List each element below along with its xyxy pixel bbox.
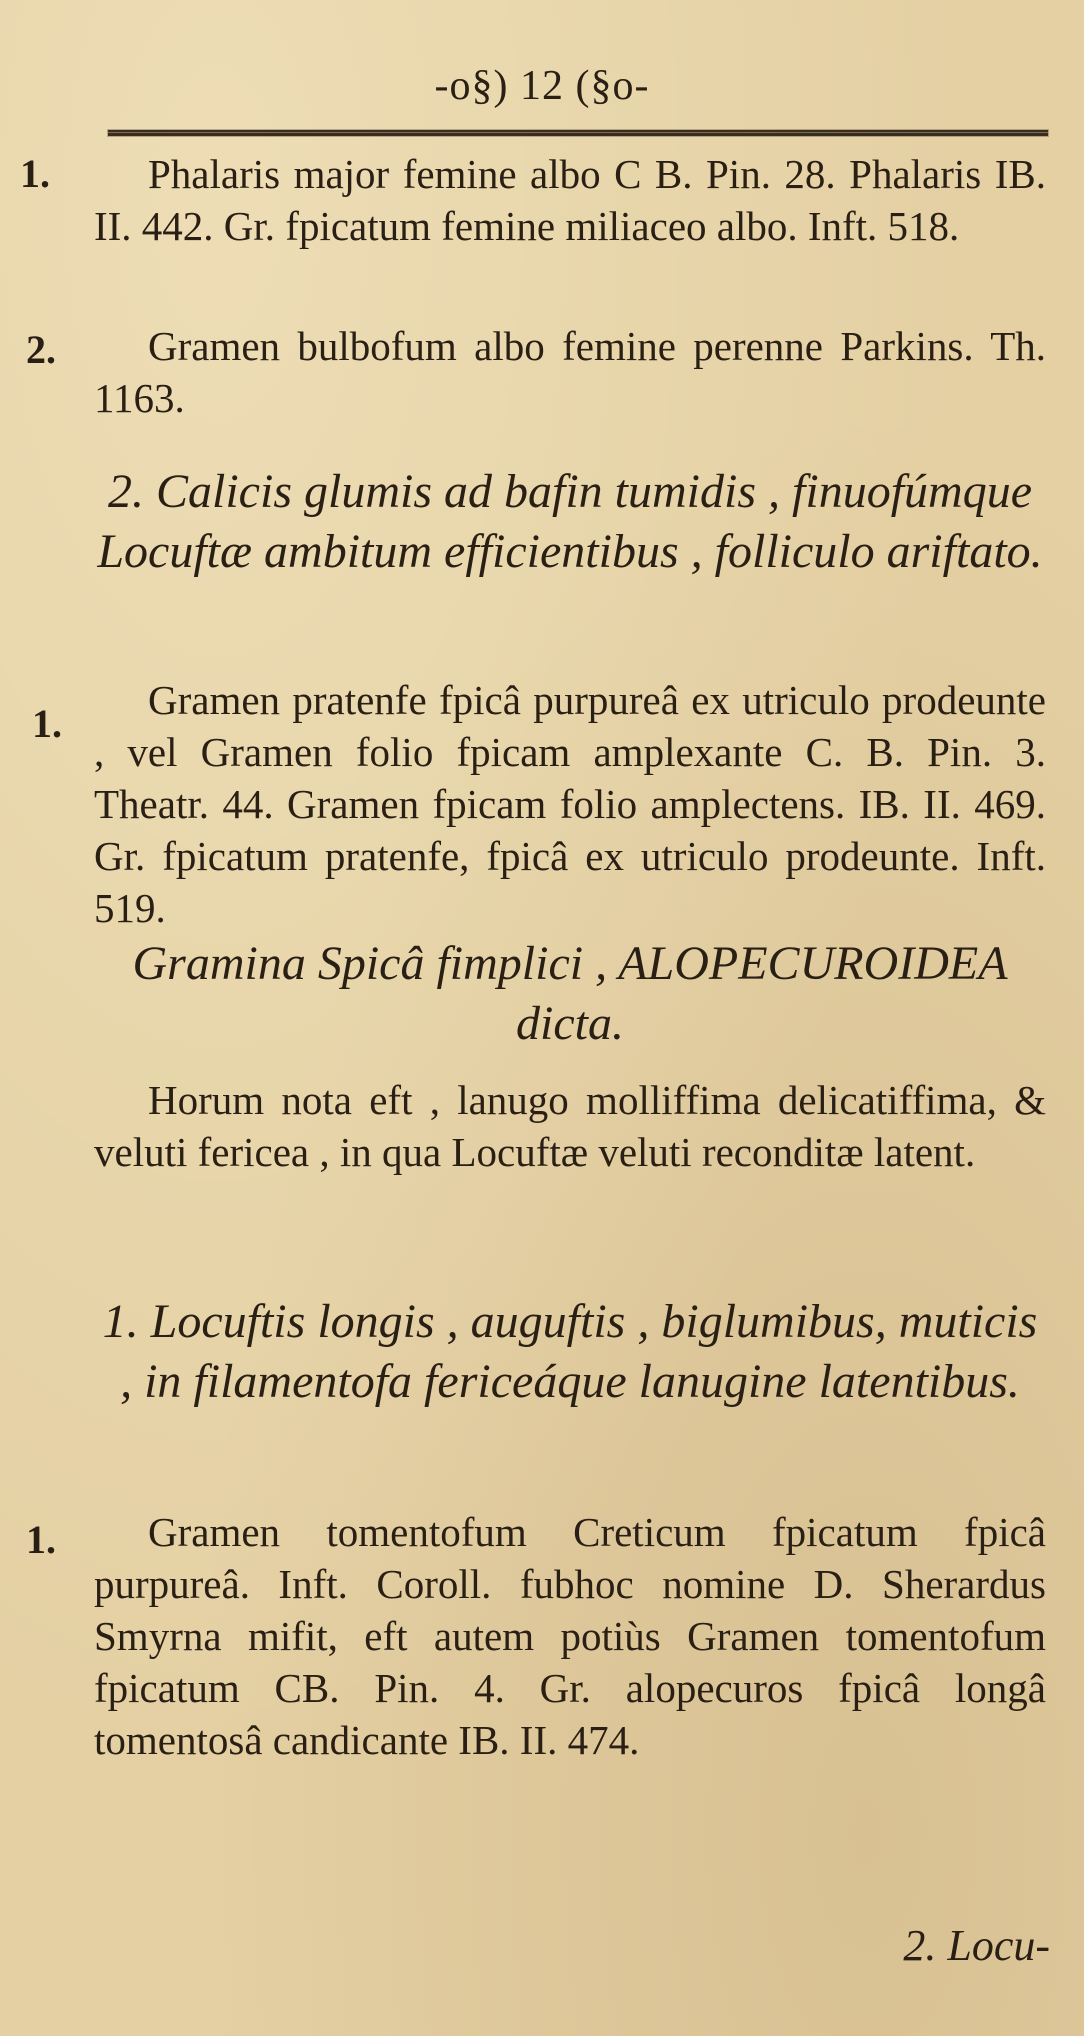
entry-text: Phalaris major femine albo C B. Pin. 28. Phalaris IB. II. 442. Gr. fpicatum femine miliaceo albo. Inft. 518.: [94, 151, 1046, 249]
entry-number: 1.: [32, 701, 62, 746]
intro-text: Horum nota eft , lanugo molliffima delicatiffima, & veluti fericea , in qua Locuftæ veluti reconditæ latent.: [94, 1077, 1046, 1175]
entry-text: Gramen tomentofum Creticum fpicatum fpicâ purpureâ. Inft. Coroll. fubhoc nomine D. Sherardus Smyrna mifit, eft autem potiùs Gramen tomentofum fpicatum CB. Pin. 4. Gr. alopecuros fpicâ longâ tomentosâ candicante IB. II. 474.: [94, 1509, 1046, 1763]
entry-number: 2.: [26, 327, 56, 372]
section-heading: 2. Calicis glumis ad bafin tumidis , finuofúmque Locuftæ ambitum efficientibus , folliculo ariftato.: [97, 465, 1043, 578]
catchword: 2. Locu-: [903, 1921, 1050, 1970]
entry-text: Gramen pratenfe fpicâ purpureâ ex utriculo prodeunte , vel Gramen folio fpicam amplexante C. B. Pin. 3. Theatr. 44. Gramen fpicam folio amplectens. IB. II. 469. Gr. fpicatum pratenfe, fpicâ ex utriculo prodeunte. Inft. 519.: [94, 677, 1046, 931]
section-heading: Gramina Spicâ fimplici , ALOPECUROIDEA dicta.: [132, 937, 1008, 1050]
entry-text: Gramen bulbofum albo femine perenne Parkins. Th. 1163.: [94, 323, 1046, 421]
entry-number: 1.: [26, 1517, 56, 1562]
entry-number: 1.: [20, 151, 50, 196]
section-heading: 1. Locuftis longis , auguftis , biglumibus, muticis , in filamentofa fericeáque lanugine latentibus.: [102, 1295, 1038, 1408]
page-header: -o§) 12 (§o-: [434, 63, 650, 109]
header-rule: [108, 130, 1048, 136]
